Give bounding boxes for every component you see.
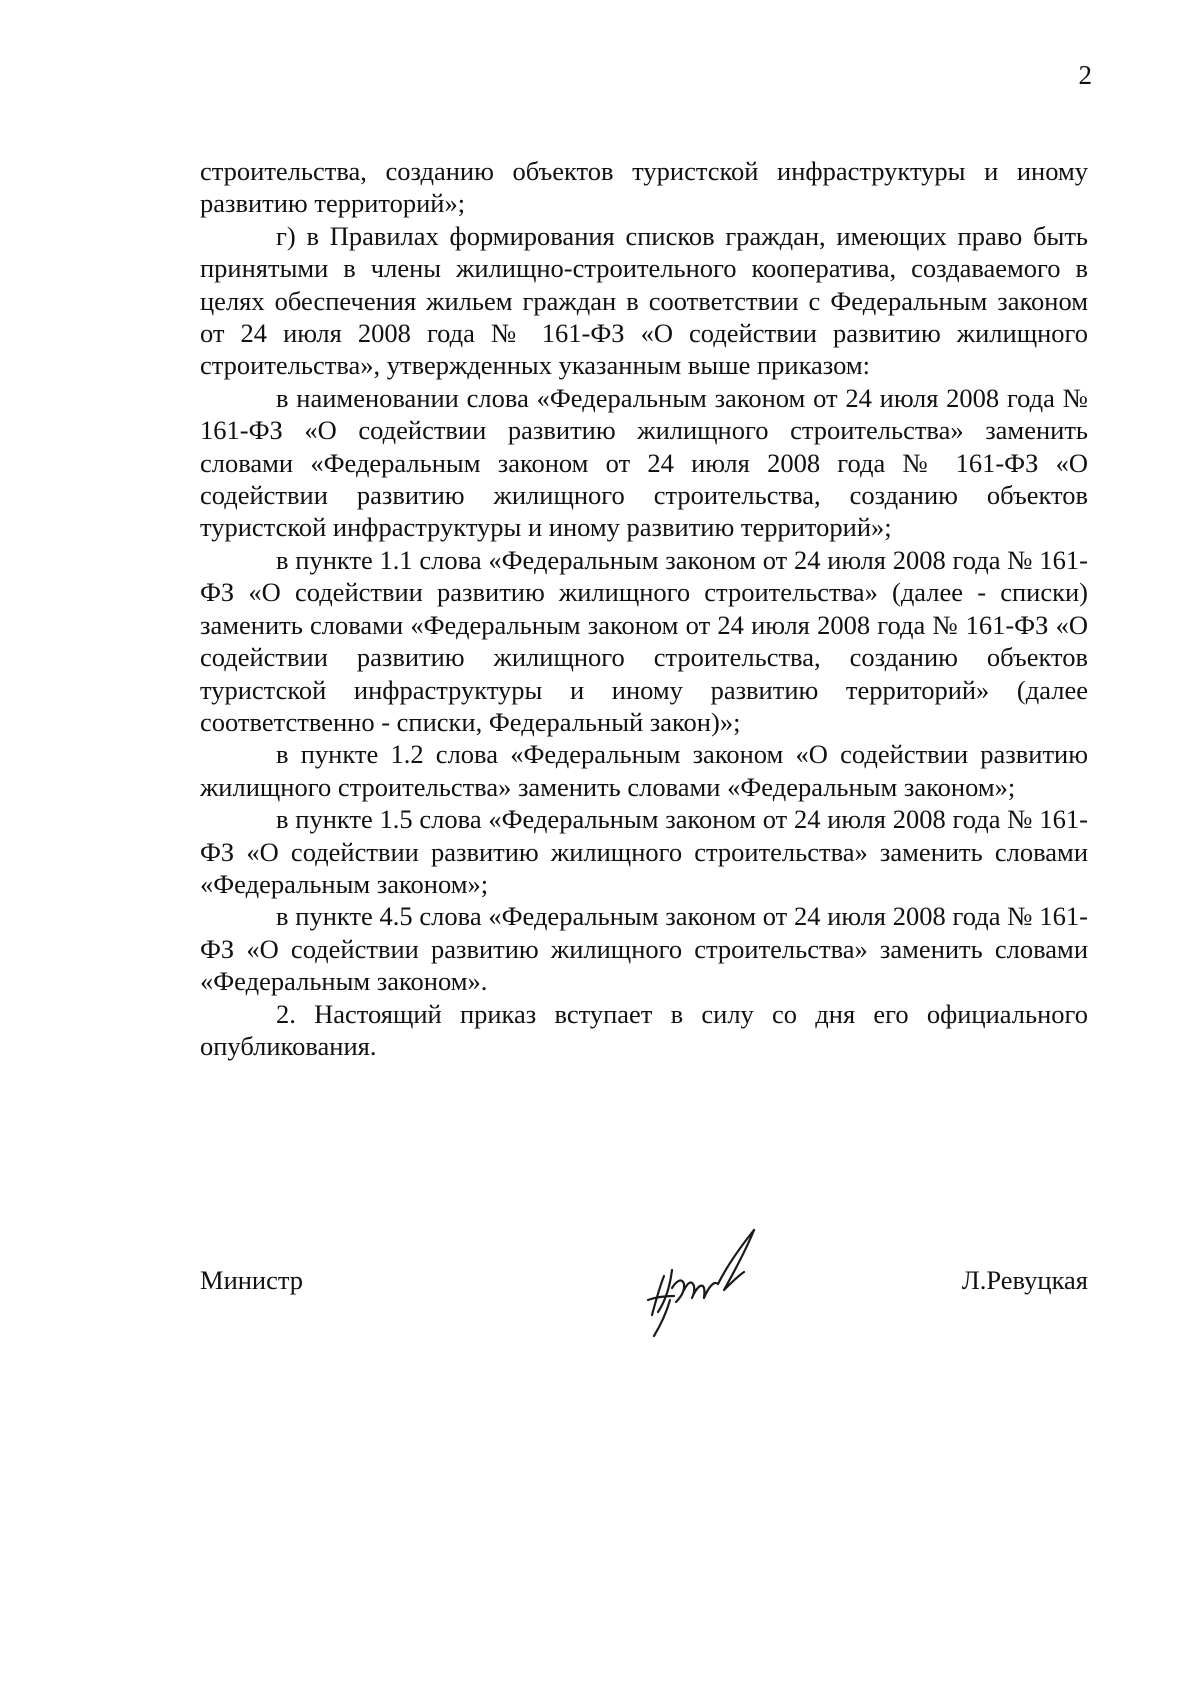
paragraph: в пункте 4.5 слова «Федеральным законом от 24 июля 2008 года № 161-ФЗ «О содействии развитию жилищного строительства» заменить словами «Федеральным законом». xyxy=(200,901,1088,997)
paragraph: 2. Настоящий приказ вступает в силу со дня его официального опубликования. xyxy=(200,998,1088,1061)
paragraph: строительства, созданию объектов туристской инфраструктуры и иному развитию территорий»; xyxy=(200,156,1088,219)
paragraph: в пункте 1.2 слова «Федеральным законом «О содействии развитию жилищного строительства» заменить словами «Федеральным законом»; xyxy=(200,739,1088,802)
paragraph: в пункте 1.1 слова «Федеральным законом от 24 июля 2008 года № 161-ФЗ «О содействии развитию жилищного строительства» (далее - списки) заменить словами «Федеральным законом от 24 июля 2008 года № 161-ФЗ «О содействии развитию жилищного строительства, созданию объектов туристской инфраструктуры и иному развитию территорий» (далее соответственно - списки, Федеральный закон)»; xyxy=(200,544,1088,737)
signatory-title: Министр xyxy=(200,1265,304,1295)
paragraph: в пункте 1.5 слова «Федеральным законом от 24 июля 2008 года № 161-ФЗ «О содействии развитию жилищного строительства» заменить словами «Федеральным законом»; xyxy=(200,804,1088,899)
signatory-name: Л.Ревуцкая xyxy=(961,1265,1088,1295)
handwritten-signature xyxy=(630,1220,780,1340)
page-number: 2 xyxy=(1078,60,1092,90)
document-body xyxy=(200,155,1088,1062)
signature-block xyxy=(200,1225,1088,1345)
paragraph: г) в Правилах формирования списков граждан, имеющих право быть принятыми в члены жилищно-строительного кооператива, создаваемого в целях обеспечения жильем граждан в соответствии с Федеральным законом от 24 июля 2008 года № 161-ФЗ «О содействии развитию жилищного строительства», утвержденных указанным выше приказом: xyxy=(200,220,1088,381)
paragraph: в наименовании слова «Федеральным законом от 24 июля 2008 года № 161-ФЗ «О содействии развитию жилищного строительства» заменить словами «Федеральным законом от 24 июля 2008 года № 161-ФЗ «О содействии развитию жилищного строительства, созданию объектов туристской инфраструктуры и иному развитию территорий»; xyxy=(200,382,1088,543)
